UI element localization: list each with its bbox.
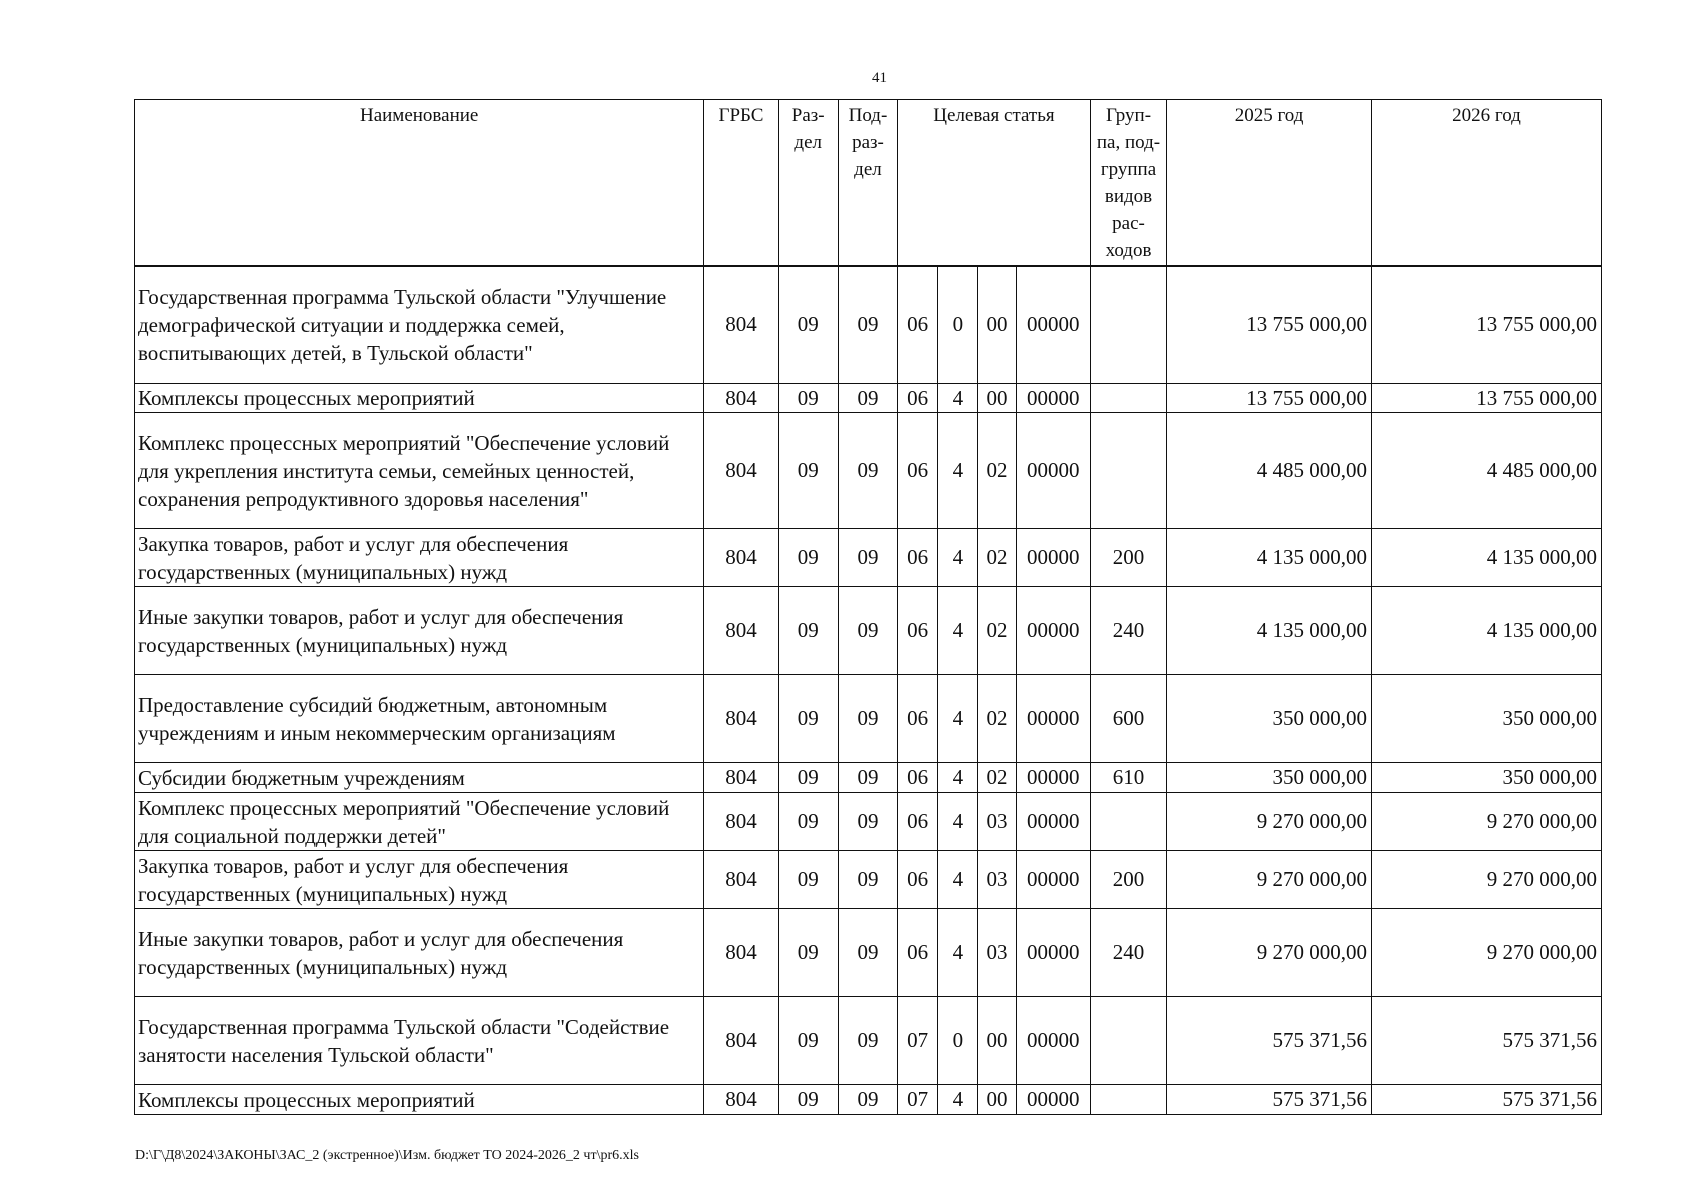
row-name: Иные закупки товаров, работ и услуг для обеспечения государственных (муниципальных) нужд xyxy=(135,587,704,675)
row-amount-2025: 13 755 000,00 xyxy=(1167,384,1372,413)
row-target-program: 06 xyxy=(898,851,938,909)
file-path-footer: D:\Г\Д8\2024\ЗАКОНЫ\ЗАС_2 (экстренное)\Изм. бюджет ТО 2024-2026_2 чт\pr6.xls xyxy=(135,1148,639,1163)
row-amount-2026: 350 000,00 xyxy=(1371,675,1601,763)
row-grbs: 804 xyxy=(704,851,778,909)
row-amount-2025: 4 485 000,00 xyxy=(1167,413,1372,529)
row-amount-2026: 9 270 000,00 xyxy=(1371,851,1601,909)
row-amount-2025: 4 135 000,00 xyxy=(1167,587,1372,675)
row-name: Субсидии бюджетным учреждениям xyxy=(135,763,704,793)
row-amount-2026: 13 755 000,00 xyxy=(1371,384,1601,413)
budget-table xyxy=(134,99,1602,1115)
row-target-program: 06 xyxy=(898,529,938,587)
table-row xyxy=(135,763,1602,793)
row-target-program: 06 xyxy=(898,587,938,675)
page-number: 41 xyxy=(872,70,887,86)
row-expense-group: 600 xyxy=(1090,675,1166,763)
row-razdel: 09 xyxy=(778,529,838,587)
row-grbs: 804 xyxy=(704,793,778,851)
row-name: Государственная программа Тульской области "Улучшение демографической ситуации и поддержка семей, воспитывающих детей, в Тульской области" xyxy=(135,266,704,384)
row-expense-group: 240 xyxy=(1090,909,1166,997)
row-target-type: 4 xyxy=(938,384,978,413)
row-target-complex: 02 xyxy=(978,529,1016,587)
row-target-complex: 00 xyxy=(978,997,1016,1085)
table-row xyxy=(135,529,1602,587)
row-amount-2025: 9 270 000,00 xyxy=(1167,909,1372,997)
row-podrazdel: 09 xyxy=(838,793,897,851)
table-row xyxy=(135,266,1602,384)
row-expense-group: 200 xyxy=(1090,529,1166,587)
row-target-direction: 00000 xyxy=(1016,851,1090,909)
row-target-complex: 02 xyxy=(978,675,1016,763)
row-podrazdel: 09 xyxy=(838,851,897,909)
header-expense-group: Груп- па, под- группа видов рас- ходов xyxy=(1090,100,1166,266)
row-target-direction: 00000 xyxy=(1016,675,1090,763)
row-target-program: 06 xyxy=(898,384,938,413)
row-amount-2026: 575 371,56 xyxy=(1371,1085,1601,1115)
row-target-direction: 00000 xyxy=(1016,384,1090,413)
row-razdel: 09 xyxy=(778,909,838,997)
row-podrazdel: 09 xyxy=(838,1085,897,1115)
row-amount-2026: 4 485 000,00 xyxy=(1371,413,1601,529)
row-grbs: 804 xyxy=(704,413,778,529)
row-target-complex: 03 xyxy=(978,851,1016,909)
row-target-complex: 02 xyxy=(978,413,1016,529)
row-expense-group xyxy=(1090,1085,1166,1115)
row-expense-group xyxy=(1090,793,1166,851)
row-name: Закупка товаров, работ и услуг для обеспечения государственных (муниципальных) нужд xyxy=(135,529,704,587)
row-expense-group: 240 xyxy=(1090,587,1166,675)
row-amount-2026: 13 755 000,00 xyxy=(1371,266,1601,384)
row-amount-2025: 4 135 000,00 xyxy=(1167,529,1372,587)
row-podrazdel: 09 xyxy=(838,266,897,384)
row-target-direction: 00000 xyxy=(1016,266,1090,384)
row-target-complex: 03 xyxy=(978,793,1016,851)
table-row xyxy=(135,909,1602,997)
row-podrazdel: 09 xyxy=(838,413,897,529)
row-amount-2026: 350 000,00 xyxy=(1371,763,1601,793)
row-target-type: 0 xyxy=(938,266,978,384)
row-amount-2025: 13 755 000,00 xyxy=(1167,266,1372,384)
row-target-type: 4 xyxy=(938,675,978,763)
table-row xyxy=(135,997,1602,1085)
row-target-program: 06 xyxy=(898,793,938,851)
row-grbs: 804 xyxy=(704,529,778,587)
row-razdel: 09 xyxy=(778,793,838,851)
row-podrazdel: 09 xyxy=(838,529,897,587)
row-grbs: 804 xyxy=(704,763,778,793)
header-grbs: ГРБС xyxy=(704,100,778,266)
row-grbs: 804 xyxy=(704,587,778,675)
row-razdel: 09 xyxy=(778,1085,838,1115)
row-grbs: 804 xyxy=(704,997,778,1085)
table-row xyxy=(135,793,1602,851)
row-target-type: 4 xyxy=(938,587,978,675)
row-amount-2026: 575 371,56 xyxy=(1371,997,1601,1085)
row-expense-group xyxy=(1090,413,1166,529)
row-razdel: 09 xyxy=(778,763,838,793)
row-target-type: 4 xyxy=(938,909,978,997)
row-target-direction: 00000 xyxy=(1016,413,1090,529)
row-target-direction: 00000 xyxy=(1016,763,1090,793)
row-target-program: 06 xyxy=(898,675,938,763)
row-razdel: 09 xyxy=(778,587,838,675)
row-target-type: 4 xyxy=(938,793,978,851)
row-target-type: 4 xyxy=(938,763,978,793)
row-target-direction: 00000 xyxy=(1016,1085,1090,1115)
table-row xyxy=(135,675,1602,763)
row-grbs: 804 xyxy=(704,909,778,997)
table-row xyxy=(135,587,1602,675)
row-amount-2025: 350 000,00 xyxy=(1167,675,1372,763)
row-podrazdel: 09 xyxy=(838,763,897,793)
header-target-article: Целевая статья xyxy=(898,100,1091,266)
row-razdel: 09 xyxy=(778,384,838,413)
row-target-complex: 02 xyxy=(978,587,1016,675)
table-row xyxy=(135,1085,1602,1115)
row-grbs: 804 xyxy=(704,675,778,763)
row-target-direction: 00000 xyxy=(1016,587,1090,675)
row-razdel: 09 xyxy=(778,266,838,384)
row-amount-2025: 9 270 000,00 xyxy=(1167,793,1372,851)
row-name: Предоставление субсидий бюджетным, автономным учреждениям и иным некоммерческим организациям xyxy=(135,675,704,763)
row-amount-2025: 575 371,56 xyxy=(1167,1085,1372,1115)
row-target-type: 0 xyxy=(938,997,978,1085)
row-razdel: 09 xyxy=(778,413,838,529)
header-name: Наименование xyxy=(135,100,704,266)
row-expense-group: 200 xyxy=(1090,851,1166,909)
header-razdel: Раз- дел xyxy=(778,100,838,266)
row-expense-group xyxy=(1090,997,1166,1085)
row-target-complex: 00 xyxy=(978,1085,1016,1115)
row-amount-2025: 9 270 000,00 xyxy=(1167,851,1372,909)
row-target-direction: 00000 xyxy=(1016,909,1090,997)
row-razdel: 09 xyxy=(778,675,838,763)
row-target-program: 06 xyxy=(898,763,938,793)
table-header-row xyxy=(135,100,1602,266)
row-target-type: 4 xyxy=(938,529,978,587)
row-expense-group xyxy=(1090,384,1166,413)
row-target-program: 07 xyxy=(898,1085,938,1115)
row-target-complex: 03 xyxy=(978,909,1016,997)
row-amount-2026: 9 270 000,00 xyxy=(1371,793,1601,851)
row-target-complex: 00 xyxy=(978,384,1016,413)
row-amount-2025: 350 000,00 xyxy=(1167,763,1372,793)
row-expense-group: 610 xyxy=(1090,763,1166,793)
row-target-direction: 00000 xyxy=(1016,997,1090,1085)
row-podrazdel: 09 xyxy=(838,675,897,763)
row-target-type: 4 xyxy=(938,1085,978,1115)
row-expense-group xyxy=(1090,266,1166,384)
row-name: Комплекс процессных мероприятий "Обеспечение условий для укрепления института семьи, семейных ценностей, сохранения репродуктивного здоровья населения" xyxy=(135,413,704,529)
row-target-program: 07 xyxy=(898,997,938,1085)
row-amount-2026: 4 135 000,00 xyxy=(1371,529,1601,587)
table-row xyxy=(135,851,1602,909)
header-2025: 2025 год xyxy=(1167,100,1372,266)
row-target-program: 06 xyxy=(898,909,938,997)
row-podrazdel: 09 xyxy=(838,587,897,675)
table-row xyxy=(135,413,1602,529)
row-target-complex: 00 xyxy=(978,266,1016,384)
row-name: Государственная программа Тульской области "Содействие занятости населения Тульской области" xyxy=(135,997,704,1085)
row-name: Закупка товаров, работ и услуг для обеспечения государственных (муниципальных) нужд xyxy=(135,851,704,909)
header-podrazdel: Под- раз- дел xyxy=(838,100,897,266)
row-target-direction: 00000 xyxy=(1016,793,1090,851)
row-amount-2026: 4 135 000,00 xyxy=(1371,587,1601,675)
row-grbs: 804 xyxy=(704,384,778,413)
row-podrazdel: 09 xyxy=(838,997,897,1085)
row-name: Комплекс процессных мероприятий "Обеспечение условий для социальной поддержки детей" xyxy=(135,793,704,851)
row-podrazdel: 09 xyxy=(838,909,897,997)
row-podrazdel: 09 xyxy=(838,384,897,413)
header-2026: 2026 год xyxy=(1371,100,1601,266)
row-grbs: 804 xyxy=(704,1085,778,1115)
row-target-type: 4 xyxy=(938,413,978,529)
row-razdel: 09 xyxy=(778,997,838,1085)
row-target-program: 06 xyxy=(898,413,938,529)
row-name: Комплексы процессных мероприятий xyxy=(135,1085,704,1115)
row-name: Иные закупки товаров, работ и услуг для обеспечения государственных (муниципальных) нужд xyxy=(135,909,704,997)
row-razdel: 09 xyxy=(778,851,838,909)
row-target-direction: 00000 xyxy=(1016,529,1090,587)
row-target-type: 4 xyxy=(938,851,978,909)
row-target-program: 06 xyxy=(898,266,938,384)
row-amount-2025: 575 371,56 xyxy=(1167,997,1372,1085)
row-grbs: 804 xyxy=(704,266,778,384)
row-target-complex: 02 xyxy=(978,763,1016,793)
table-row xyxy=(135,384,1602,413)
row-amount-2026: 9 270 000,00 xyxy=(1371,909,1601,997)
row-name: Комплексы процессных мероприятий xyxy=(135,384,704,413)
